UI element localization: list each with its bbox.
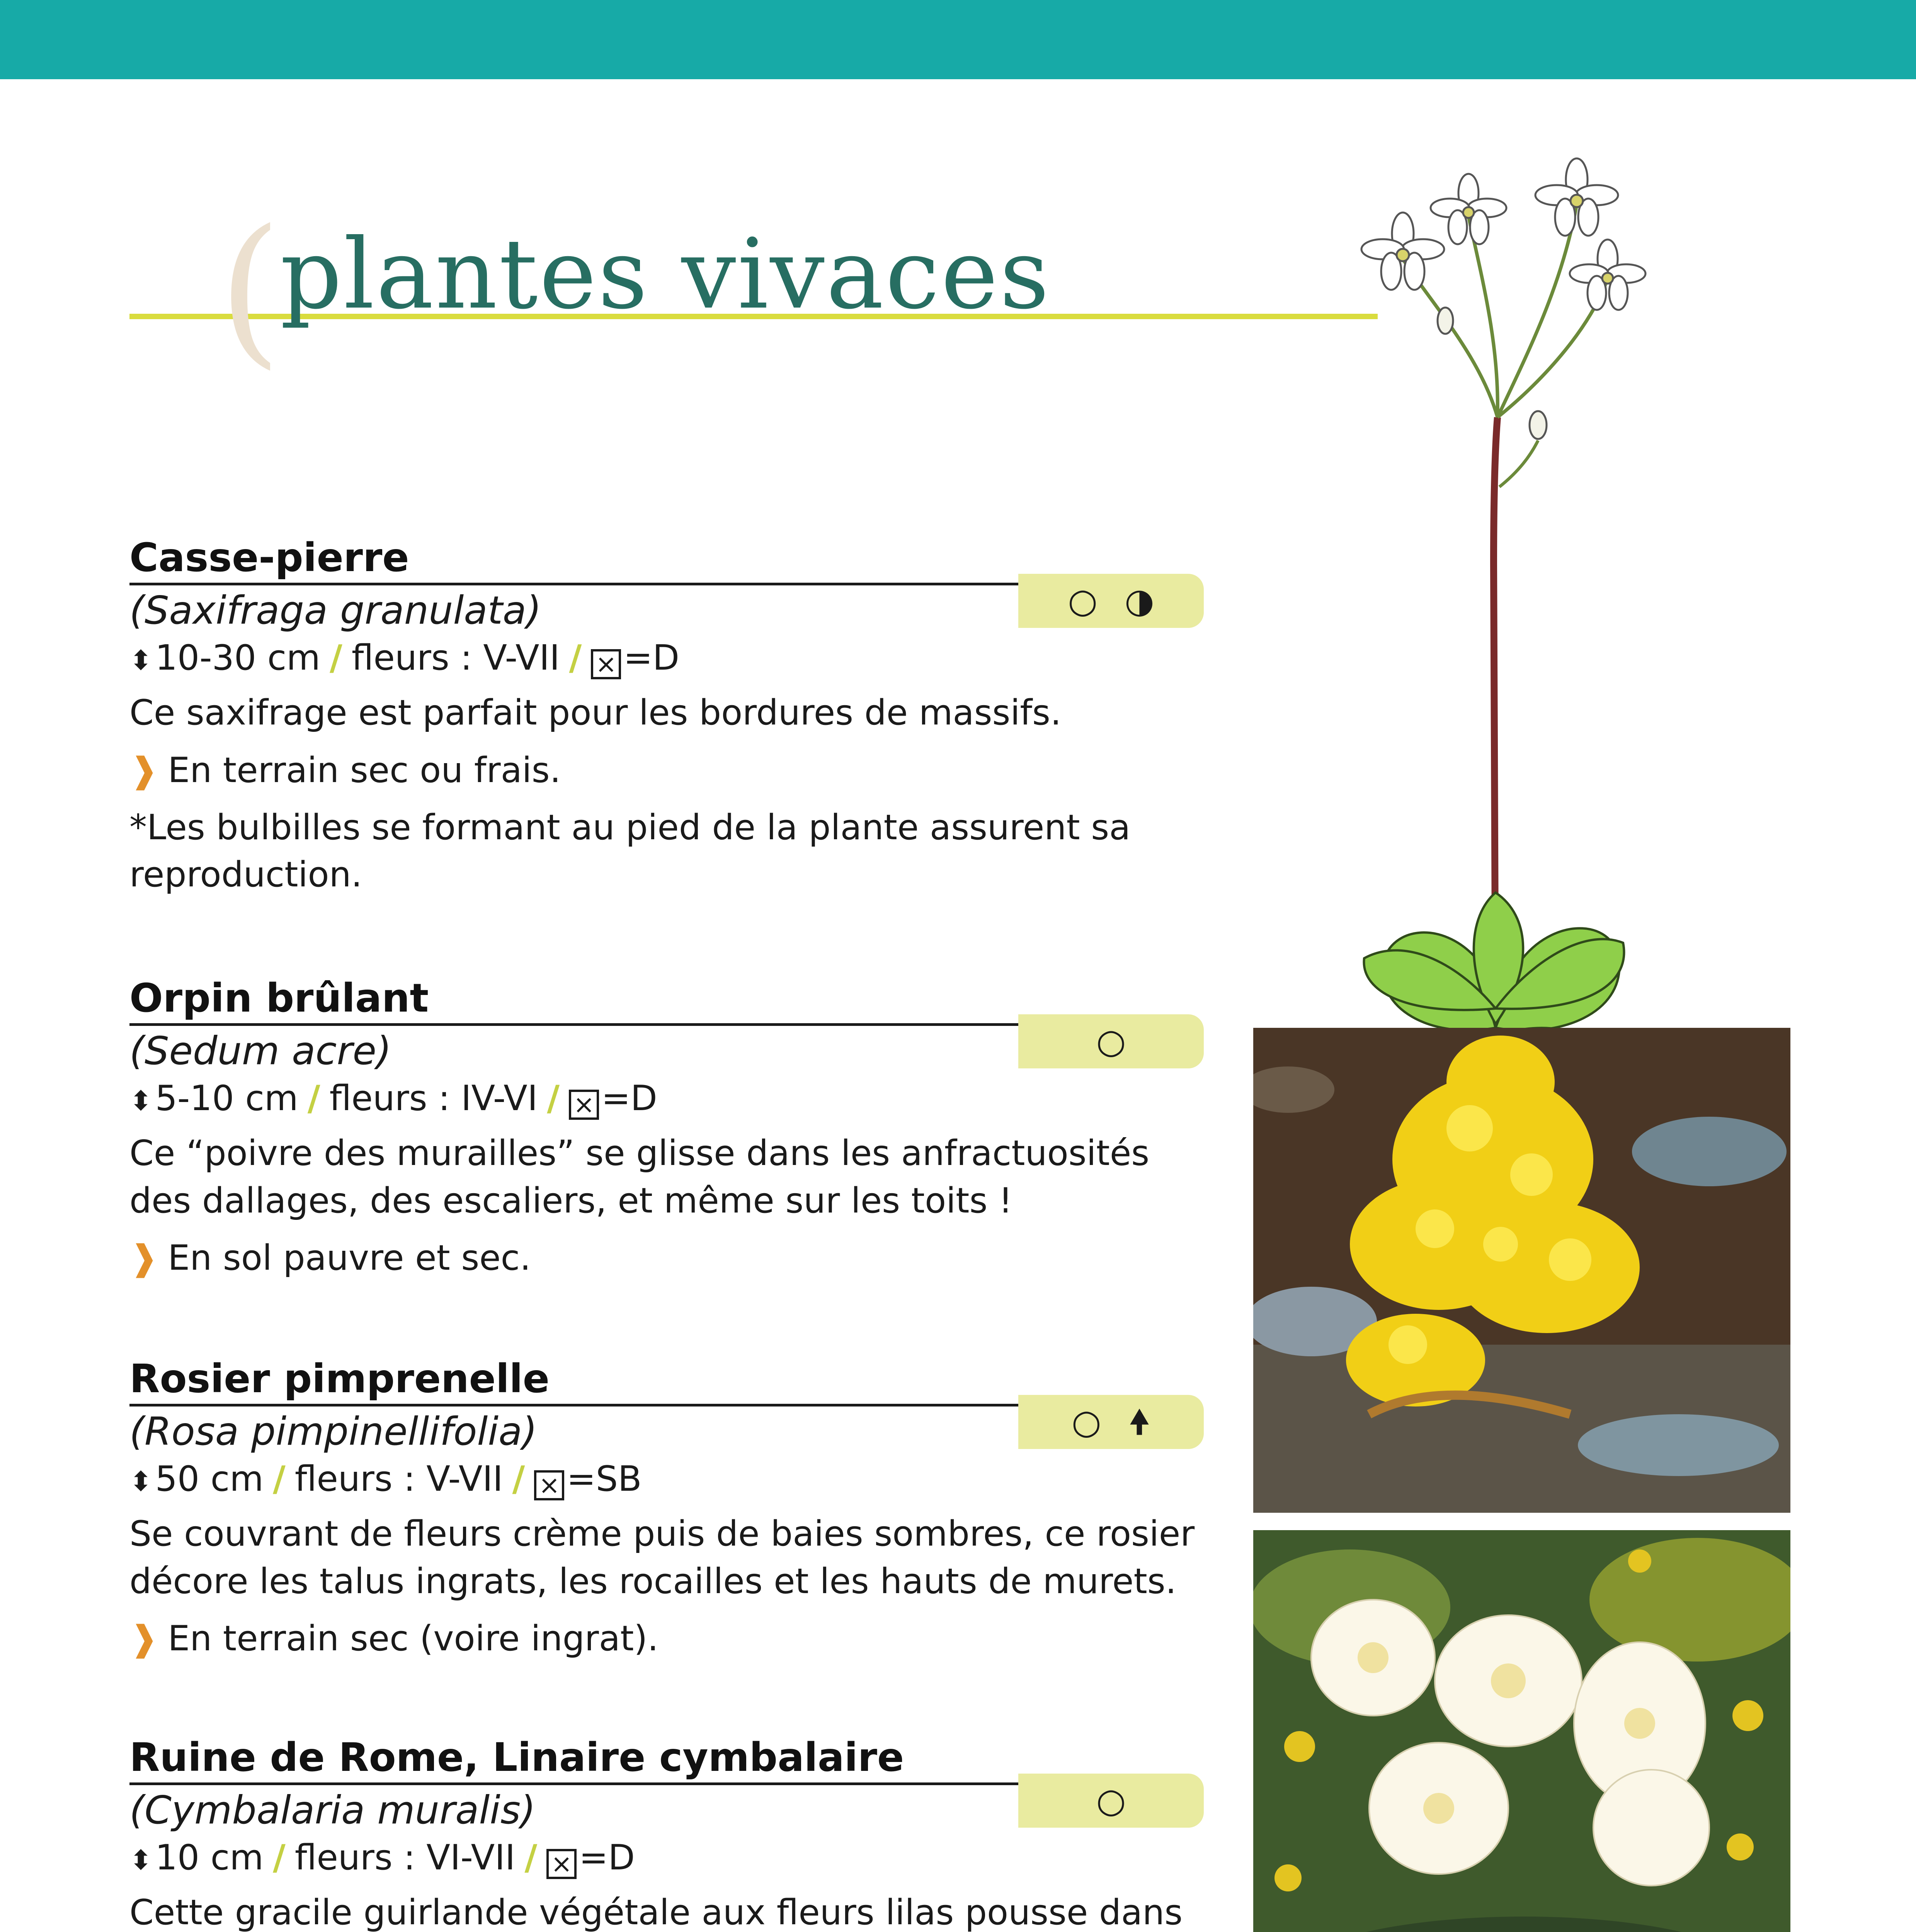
latin-name: (Saxifraga granulata) bbox=[129, 588, 542, 633]
height-value: 50 cm bbox=[155, 1459, 264, 1500]
rose-photo bbox=[1253, 1530, 1790, 1932]
plant-description: Se couvrant de fleurs crème puis de baies sombres, ce rosier décore les talus ingrats, les rocailles et les hauts de murets. bbox=[129, 1514, 1195, 1602]
plant-entry bbox=[129, 1735, 1204, 1932]
growing-tip-text: En terrain sec (voire ingrat). bbox=[168, 1618, 659, 1659]
separator-icon: / bbox=[569, 638, 582, 679]
plant-entry bbox=[129, 1356, 1204, 1662]
plant-name: Ruine de Rome, Linaire cymbalaire bbox=[129, 1735, 904, 1781]
height-value: 10 cm bbox=[155, 1837, 264, 1878]
sun-icon: ○ bbox=[1071, 1402, 1101, 1442]
height-value: 10-30 cm bbox=[155, 638, 320, 679]
entry-rule bbox=[129, 1782, 1018, 1785]
propagation-code: =D bbox=[623, 638, 680, 679]
sun-icon: ○ bbox=[1096, 1781, 1126, 1820]
plant-description: Ce “poivre des murailles” se glisse dans les anfractuosités des dallages, des escaliers, et même sur les toits ! bbox=[129, 1133, 1150, 1221]
height-arrows-icon: ⬍ bbox=[129, 1844, 152, 1876]
plant-description: Ce saxifrage est parfait pour les bordures de massifs. bbox=[129, 692, 1062, 733]
plant-description: Cette gracile guirlande végétale aux fleurs lilas pousse dans bbox=[129, 1892, 1183, 1932]
exposure-badge bbox=[1018, 1774, 1204, 1828]
latin-name: (Rosa pimpinellifolia) bbox=[129, 1409, 538, 1454]
propagation-box-icon: × bbox=[546, 1849, 577, 1879]
plant-meta bbox=[129, 1459, 1204, 1500]
growing-tip-text: En sol pauvre et sec. bbox=[168, 1238, 531, 1279]
sun-icon: ○ bbox=[1096, 1021, 1126, 1061]
exposure-badge bbox=[1018, 574, 1204, 628]
bullet-icon: ❱ bbox=[129, 750, 159, 791]
height-arrows-icon: ⬍ bbox=[129, 1466, 152, 1498]
separator-icon: / bbox=[329, 638, 342, 679]
height-arrows-icon: ⬍ bbox=[129, 1085, 152, 1117]
plant-name: Casse-pierre bbox=[129, 535, 409, 581]
title-bracket: ( bbox=[218, 195, 282, 384]
separator-icon: / bbox=[272, 1459, 286, 1500]
propagation-code: =D bbox=[579, 1837, 635, 1878]
plant-name: Orpin brûlant bbox=[129, 975, 429, 1021]
propagation-code: =D bbox=[601, 1078, 657, 1119]
bullet-icon: ❱ bbox=[129, 1618, 159, 1659]
entry-rule bbox=[129, 1404, 1018, 1406]
flowering-period: fleurs : V-VII bbox=[351, 638, 560, 679]
height-arrows-icon: ⬍ bbox=[129, 645, 152, 677]
flowering-period: fleurs : V-VII bbox=[294, 1459, 503, 1500]
latin-name: (Cymbalaria muralis) bbox=[129, 1787, 536, 1833]
height-value: 5-10 cm bbox=[155, 1078, 298, 1119]
plant-note: *Les bulbilles se formant au pied de la plante assurent sa reproduction. bbox=[129, 807, 1131, 895]
exposure-badge bbox=[1018, 1395, 1204, 1449]
separator-icon: / bbox=[524, 1837, 538, 1878]
flowering-period: fleurs : VI-VII bbox=[294, 1837, 516, 1878]
propagation-box-icon: × bbox=[569, 1090, 599, 1120]
propagation-code: =SB bbox=[567, 1459, 642, 1500]
plant-name: Rosier pimprenelle bbox=[129, 1356, 550, 1402]
top-color-bar bbox=[0, 0, 1916, 79]
plant-meta bbox=[129, 1078, 1204, 1120]
plant-meta bbox=[129, 638, 1204, 679]
separator-icon: / bbox=[307, 1078, 320, 1119]
sun-icon: ○ bbox=[1068, 581, 1098, 621]
plant-meta bbox=[129, 1837, 1204, 1879]
growing-tip bbox=[129, 1615, 1204, 1662]
half-shade-icon: ◑ bbox=[1125, 581, 1154, 621]
separator-icon: / bbox=[512, 1459, 525, 1500]
plant-entry bbox=[129, 976, 1204, 1282]
flowering-period: fleurs : IV-VI bbox=[329, 1078, 538, 1119]
growing-tip bbox=[129, 747, 1204, 794]
page-title: plantes vivaces bbox=[280, 218, 1051, 330]
upright-arrow-icon: 🠝 bbox=[1128, 1402, 1151, 1442]
saxifrage-illustration bbox=[1314, 139, 1681, 1066]
bullet-icon: ❱ bbox=[129, 1238, 159, 1279]
sedum-photo bbox=[1253, 1028, 1790, 1513]
growing-tip bbox=[129, 1235, 1204, 1282]
separator-icon: / bbox=[272, 1837, 286, 1878]
growing-tip-text: En terrain sec ou frais. bbox=[168, 750, 561, 791]
propagation-box-icon: × bbox=[591, 649, 621, 679]
separator-icon: / bbox=[547, 1078, 560, 1119]
plant-entry bbox=[129, 535, 1204, 899]
flower-heads bbox=[1361, 158, 1645, 439]
exposure-badge bbox=[1018, 1014, 1204, 1068]
entry-rule bbox=[129, 1023, 1018, 1026]
entry-rule bbox=[129, 583, 1018, 585]
latin-name: (Sedum acre) bbox=[129, 1028, 391, 1074]
propagation-box-icon: × bbox=[534, 1470, 564, 1500]
